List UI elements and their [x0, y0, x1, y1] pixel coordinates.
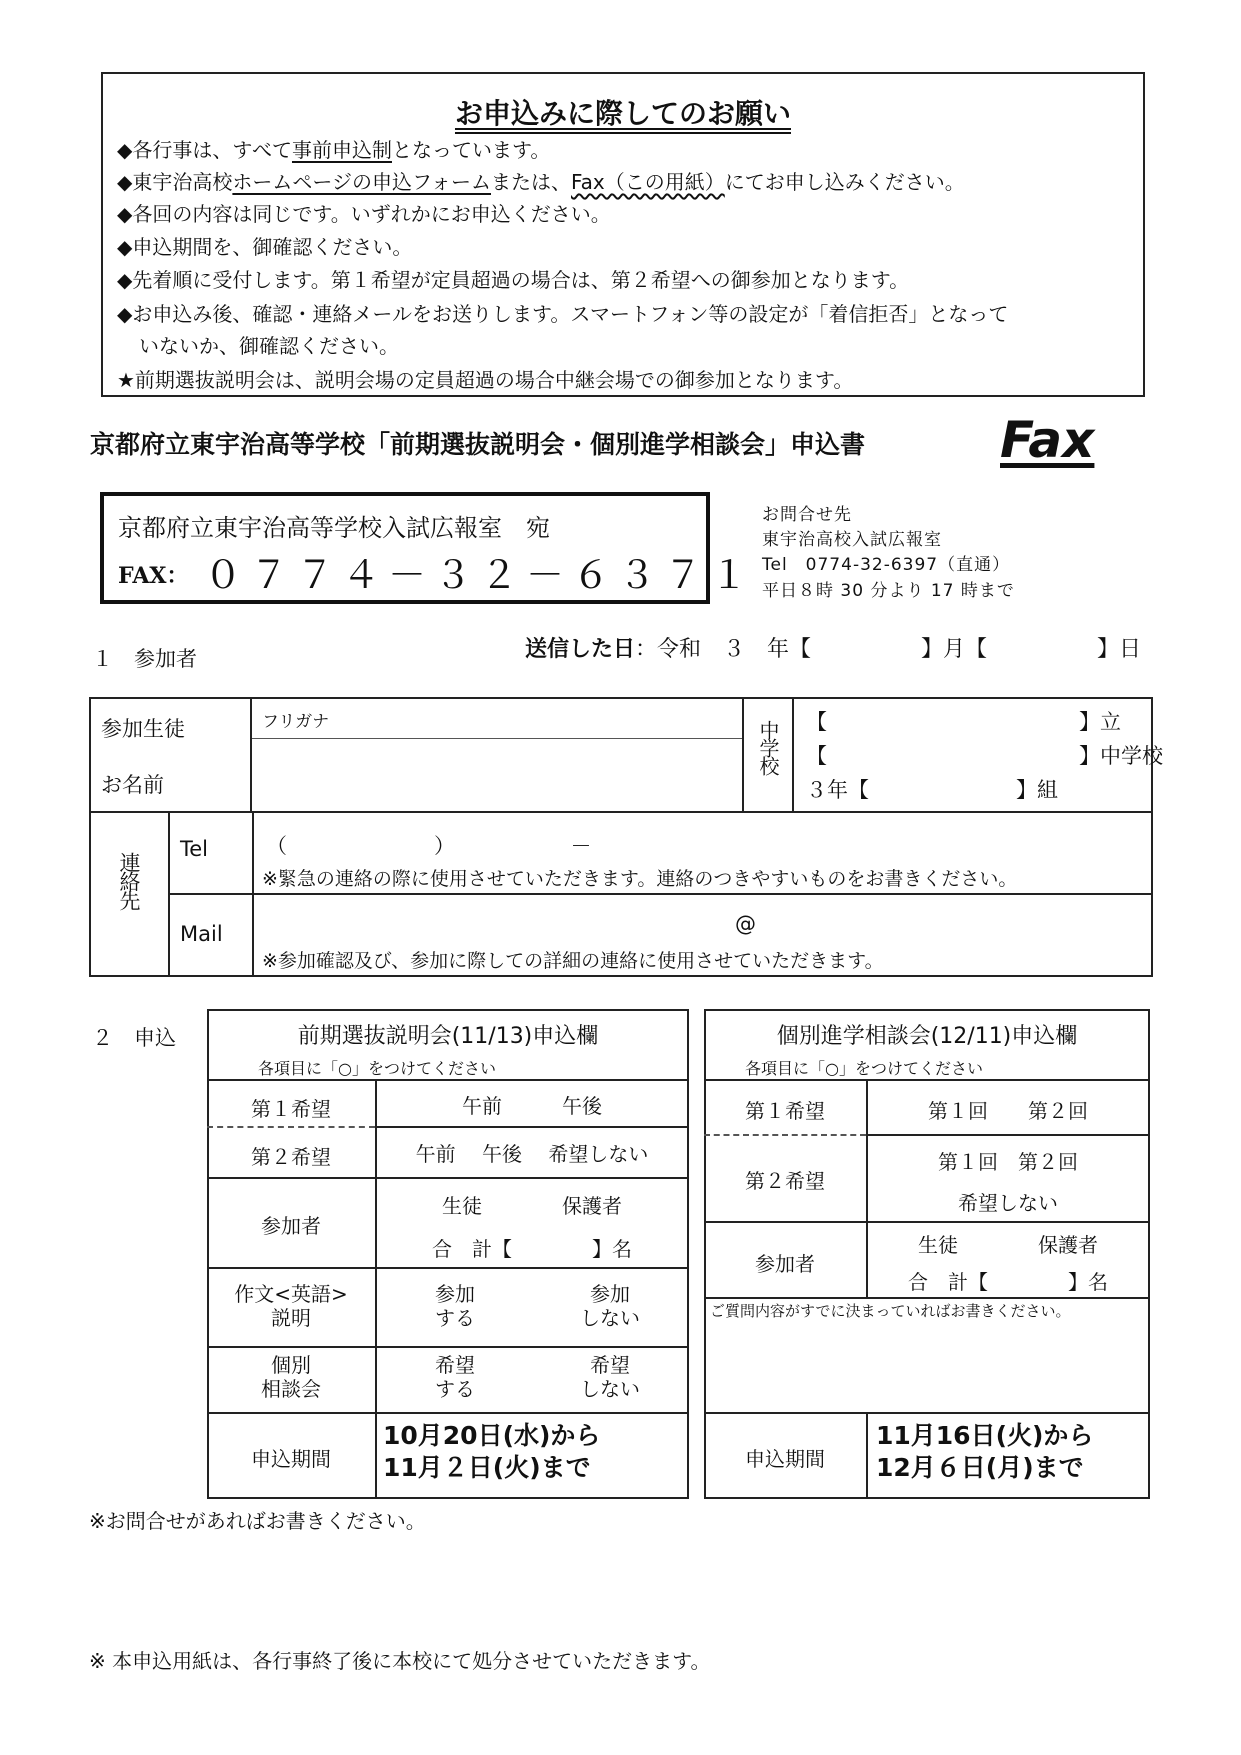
essay-attend-option[interactable]: 参加 する [435, 1282, 475, 1330]
briefing-first-choice-label: 第１希望 [251, 1097, 331, 1121]
section-2-label: ２ 申込 [92, 1026, 176, 1050]
jhs-prefecture-field[interactable]: 【 】立 [806, 710, 1121, 734]
question-input[interactable] [706, 1322, 1148, 1410]
consultation-wish-option[interactable]: 希望 する [435, 1353, 475, 1401]
question-note: ご質問内容がすでに決まっていればお書きください。 [710, 1302, 1071, 1320]
fax-number: ０７７４－３２－６３７１ [204, 553, 757, 597]
briefing-second-choice-label: 第２希望 [251, 1145, 331, 1169]
contact-heading: お問合せ先 [762, 505, 852, 525]
briefing-period-label: 申込期間 [251, 1447, 331, 1471]
notice-line-7: いないか、御確認ください。 [139, 334, 399, 358]
consultation-participant-type[interactable]: 生徒 保護者 [918, 1233, 1098, 1257]
consultation-form-title: 個別進学相談会(12/11)申込欄 [776, 1024, 1078, 1049]
jhs-name-field[interactable]: 【 】中学校 [806, 744, 1163, 768]
consultation-period-start: 11月16日(火)から [876, 1421, 1094, 1450]
name-input[interactable] [262, 745, 740, 807]
fax-logo: Fax [1000, 411, 1095, 469]
briefing-period-end: 11月２日(火)まで [383, 1453, 591, 1482]
notice-line-6: ◆お申込み後、確認・連絡メールをお送りします。スマートフォン等の設定が「着信拒否」となって [117, 302, 1009, 326]
section-1-label: １ 参加者 [92, 647, 197, 671]
contact-office: 東宇治高校入試広報室 [762, 530, 942, 550]
class-field[interactable]: ３年【 】組 [806, 778, 1058, 802]
consultation-first-choice-label: 第１希望 [745, 1099, 825, 1123]
document-title: 京都府立東宇治高等学校「前期選抜説明会・個別進学相談会」申込書 [90, 430, 866, 459]
notice-line-3: ◆各回の内容は同じです。いずれかにお申込ください。 [117, 202, 611, 226]
consultation-no-wish-option[interactable]: 希望 しない [580, 1353, 640, 1401]
briefing-participant-total[interactable]: 合 計【 】名 [432, 1237, 632, 1261]
consultation-first-choice-options[interactable]: 第１回 第２回 [928, 1099, 1088, 1123]
name-label: お名前 [101, 773, 164, 797]
tel-note: ※緊急の連絡の際に使用させていただきます。連絡のつきやすいものをお書きください。 [262, 868, 1018, 890]
notice-title: お申込みに際してのお願い [454, 97, 791, 130]
briefing-period-start: 10月20日(水)から [383, 1421, 601, 1450]
inquiry-note: ※お問合せがあればお書きください。 [89, 1509, 426, 1533]
notice-box [101, 72, 1145, 397]
consultation-second-choice-options[interactable]: 第１回 第２回 [938, 1150, 1078, 1174]
notice-line-1: ◆各行事は、すべて事前申込制となっています。 [117, 138, 551, 162]
briefing-form-title: 前期選抜説明会(11/13)申込欄 [297, 1024, 599, 1049]
fax-label: FAX： [118, 563, 189, 589]
furigana-input[interactable]: フリガナ [262, 712, 330, 732]
notice-line-5: ◆先着順に受付します。第１希望が定員超過の場合は、第２希望への御参加となります。 [117, 268, 910, 292]
tel-input[interactable]: （ ） － [266, 834, 592, 858]
notice-line-8: ★前期選抜説明会は、説明会場の定員超過の場合中継会場での御参加となります。 [117, 368, 854, 392]
contact-hours: 平日８時 30 分より 17 時まで [762, 581, 1015, 601]
jhs-label: 中学校 [756, 720, 780, 774]
briefing-participants-label: 参加者 [261, 1214, 321, 1238]
consultation-label: 個別 相談会 [261, 1353, 321, 1401]
essay-briefing-label: 作文<英語> 説明 [234, 1282, 348, 1330]
mail-input[interactable]: @ [735, 912, 756, 936]
tel-label: Tel [180, 837, 209, 861]
mail-label: Mail [180, 922, 223, 946]
consultation-participant-total[interactable]: 合 計【 】名 [908, 1270, 1108, 1294]
consultation-second-choice-label: 第２希望 [745, 1169, 825, 1193]
inquiry-input[interactable] [91, 1535, 1151, 1635]
consultation-participants-label: 参加者 [755, 1252, 815, 1276]
contact-tel: Tel 0774-32-6397（直通） [762, 555, 1011, 575]
student-label: 参加生徒 [101, 717, 185, 741]
consultation-second-choice-none[interactable]: 希望しない [958, 1191, 1058, 1215]
participant-table [89, 697, 1153, 977]
briefing-second-choice-options[interactable]: 午前 午後 希望しない [415, 1142, 649, 1166]
briefing-participant-type[interactable]: 生徒 保護者 [442, 1194, 622, 1218]
consultation-form-instruction: 各項目に「○」をつけてください [745, 1059, 983, 1078]
briefing-form-instruction: 各項目に「○」をつけてください [258, 1059, 496, 1078]
notice-line-2: ◆東宇治高校ホームページの申込フォームまたは、Fax（この用紙）にてお申し込みください。 [117, 170, 965, 194]
essay-not-attend-option[interactable]: 参加 しない [580, 1282, 640, 1330]
notice-line-4: ◆申込期間を、御確認ください。 [117, 235, 413, 259]
briefing-first-choice-options[interactable]: 午前 午後 [462, 1094, 602, 1118]
consultation-period-end: 12月６日(月)まで [876, 1453, 1084, 1482]
addressee: 京都府立東宇治高等学校入試広報室 宛 [118, 514, 550, 542]
footer-note: ※ 本申込用紙は、各行事終了後に本校にて処分させていただきます。 [89, 1649, 711, 1673]
contact-label: 連絡先 [117, 852, 141, 909]
sent-date-field[interactable]: 送信した日：令和 ３ 年【 】月【 】日 [525, 637, 1142, 662]
mail-note: ※参加確認及び、参加に際しての詳細の連絡に使用させていただきます。 [262, 950, 884, 972]
consultation-period-label: 申込期間 [745, 1447, 825, 1471]
fax-address-box [100, 492, 757, 604]
